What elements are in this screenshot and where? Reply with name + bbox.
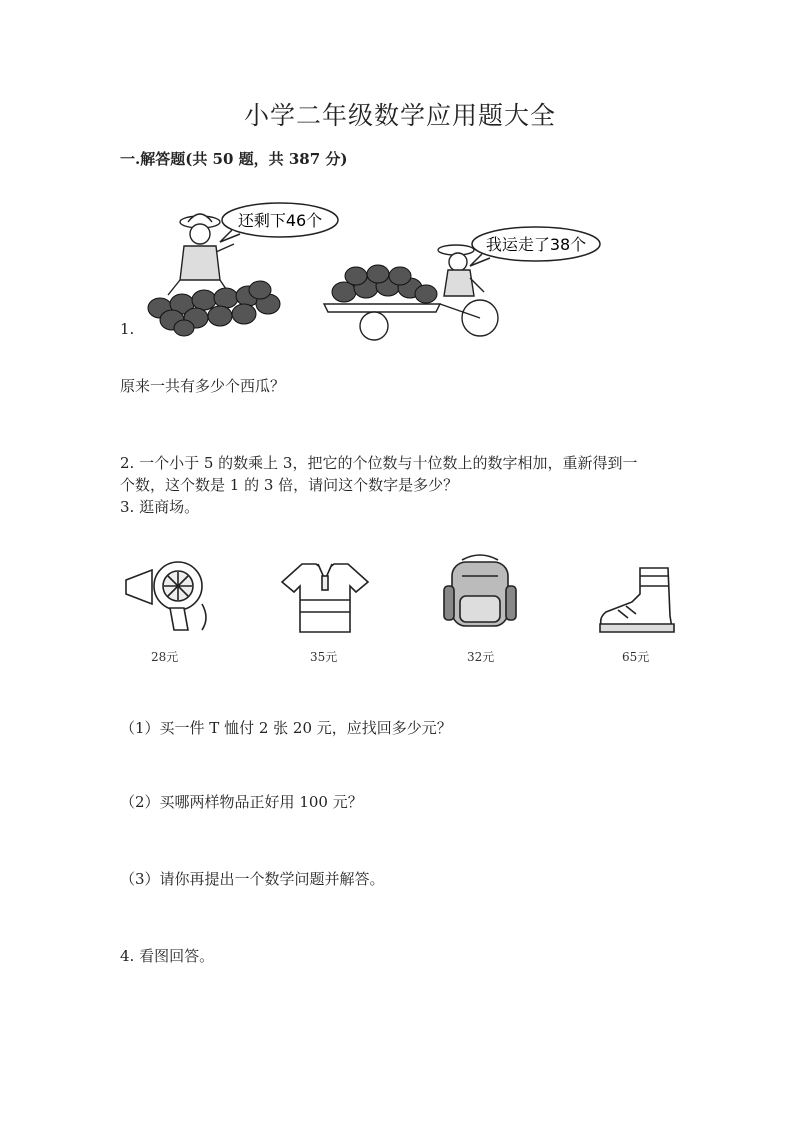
price-hair-dryer: 28元 [151,650,179,664]
section-heading: 一.解答题(共 50 题，共 387 分) [120,150,348,168]
watermelon-illustration [140,200,620,345]
bubble-right-text: 我运走了38个 [485,235,587,254]
q1-number: 1. [120,320,135,338]
watermelon-pile-cart [332,265,437,303]
watermelon-pile-left [148,281,280,336]
q3-sub2: （2）买哪两样物品正好用 100 元？ [120,793,363,811]
bubble-left-text: 还剩下46个 [237,211,323,230]
speech-bubble-right [470,227,600,266]
backpack-icon [436,550,526,640]
q3-sub1: （1）买一件 T 恤付 2 张 20 元，应找回多少元？ [120,719,452,737]
q2-line2: 个数，这个数是 1 的 3 倍，请问这个数字是多少？ [120,476,459,494]
speech-bubble-left [220,203,338,242]
q3-heading: 3. 逛商场。 [120,498,200,516]
price-t-shirt: 35元 [310,650,338,664]
q4-heading: 4. 看图回答。 [120,947,215,965]
hair-dryer-icon [122,560,212,640]
price-backpack: 32元 [467,650,495,664]
t-shirt-icon [280,560,370,640]
page-title: 小学二年级数学应用题大全 [243,101,556,130]
seated-man-figure [168,214,234,295]
q3-sub3: （3）请你再提出一个数学问题并解答。 [120,870,385,888]
q2-line1: 2. 一个小于 5 的数乘上 3，把它的个位数与十位数上的数字相加，重新得到一 [120,454,638,472]
price-boot: 65元 [622,650,650,664]
boot-icon [596,566,680,636]
q1-prompt: 原来一共有多少个西瓜？ [120,377,286,395]
